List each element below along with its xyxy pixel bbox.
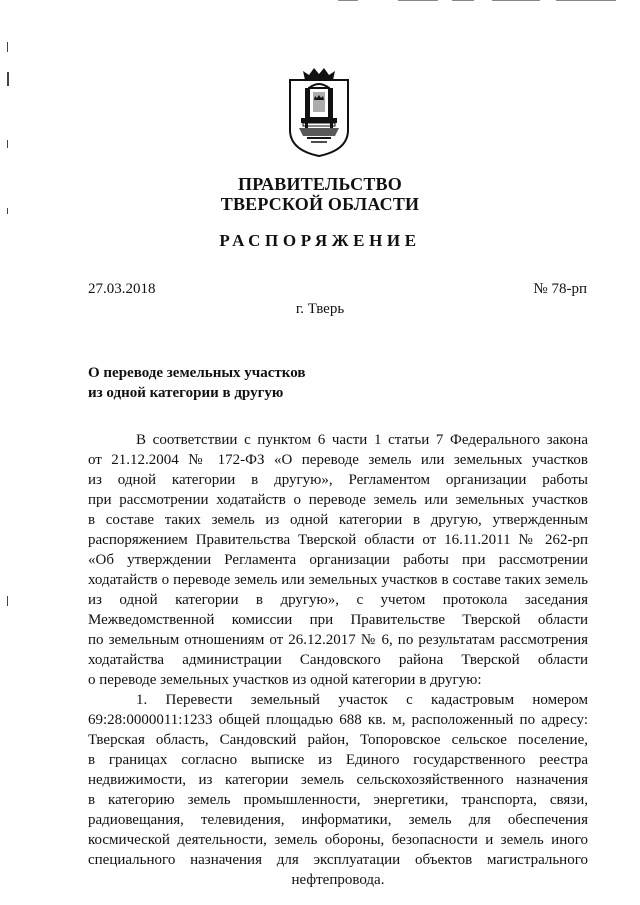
scan-edge-mark bbox=[7, 596, 8, 606]
subject-line: О переводе земельных участков bbox=[88, 365, 306, 381]
body-line: В соответствии с пунктом 6 части 1 статьи 7 Федерального закона bbox=[136, 432, 588, 448]
body-line: Межведомственной комиссии при Правительстве Тверской области bbox=[88, 612, 588, 628]
document-number: № 78-рп bbox=[533, 281, 587, 297]
body-line: в границах согласно выписке из Единого государственного реестра bbox=[88, 752, 588, 768]
document-city: г. Тверь bbox=[295, 301, 345, 317]
body-line: по земельным отношениям от 26.12.2017 № 6, по результатам рассмотрения bbox=[88, 632, 588, 648]
body-line: от 21.12.2004 № 172-ФЗ «О переводе земель или земельных участков bbox=[88, 452, 588, 468]
body-line: 1. Перевести земельный участок с кадастровым номером bbox=[136, 692, 588, 708]
scan-edge-mark bbox=[338, 0, 358, 1]
body-line: ходатайств о переводе земель или земельных участков в составе таких земель bbox=[88, 572, 588, 588]
coat-of-arms-icon bbox=[287, 66, 351, 158]
body-line: космической деятельности, земель обороны, безопасности и земель иного bbox=[88, 832, 588, 848]
body-line: радиовещания, телевидения, информатики, земель для обеспечения bbox=[88, 812, 588, 828]
document-body bbox=[88, 431, 588, 891]
document-subject bbox=[88, 363, 305, 403]
body-line: 69:28:0000011:1233 общей площадью 688 кв. м, расположенный по адресу: bbox=[88, 712, 588, 728]
body-line: в составе таких земель из одной категории в другую, утвержденным bbox=[88, 512, 588, 528]
scan-edge-mark bbox=[452, 0, 474, 1]
body-line: «Об утверждении Регламента организации работы при рассмотрении bbox=[88, 552, 588, 568]
subject-line: из одной категории в другую bbox=[88, 385, 284, 401]
body-line: в категорию земель промышленности, энергетики, транспорта, связи, bbox=[88, 792, 588, 808]
scan-edge-mark bbox=[7, 140, 8, 148]
scan-edge-mark bbox=[7, 42, 8, 52]
government-name-line2: ТВЕРСКОЙ ОБЛАСТИ bbox=[220, 194, 420, 214]
document-date: 27.03.2018 bbox=[88, 281, 156, 297]
scan-edge-mark bbox=[398, 0, 438, 1]
body-line: при рассмотрении ходатайств о переводе земель или земельных участков bbox=[88, 492, 588, 508]
document-type-heading: РАСПОРЯЖЕНИЕ bbox=[219, 231, 421, 250]
body-line: нефтепровода. bbox=[291, 872, 385, 888]
government-name-line1: ПРАВИТЕЛЬСТВО bbox=[238, 174, 402, 194]
body-line: Тверская область, Сандовский район, Топоровское сельское поселение, bbox=[88, 732, 588, 748]
body-line: из одной категории в другую», с учетом протокола заседания bbox=[88, 592, 588, 608]
scan-edge-mark bbox=[556, 0, 616, 1]
body-line: распоряжением Правительства Тверской области от 16.11.2011 № 262-рп bbox=[88, 532, 588, 548]
scan-edge-mark bbox=[7, 72, 9, 86]
body-line: ходатайства администрации Сандовского района Тверской области bbox=[88, 652, 588, 668]
body-line: недвижимости, из категории земель сельскохозяйственного назначения bbox=[88, 772, 588, 788]
body-line: специального назначения для эксплуатации объектов магистрального bbox=[88, 852, 588, 868]
scan-edge-mark bbox=[492, 0, 540, 1]
body-line: о переводе земельных участков из одной категории в другую: bbox=[88, 672, 482, 688]
body-line: из одной категории в другую», Регламентом организации работы bbox=[88, 472, 588, 488]
